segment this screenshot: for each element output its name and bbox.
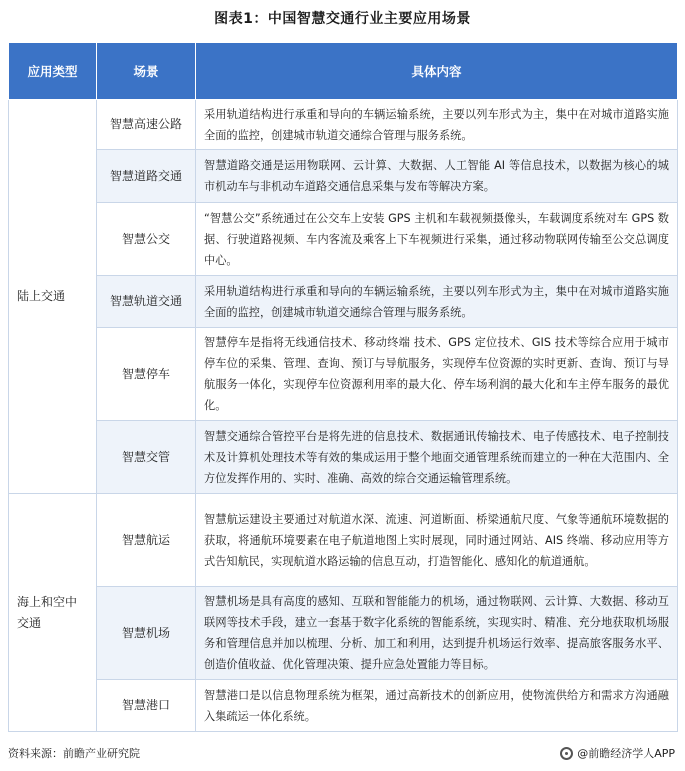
table-row <box>9 680 678 732</box>
table-row <box>9 203 678 276</box>
header-content: 具体内容 <box>196 43 678 100</box>
content-cell: 智慧道路交通是运用物联网、云计算、大数据、人工智能 AI 等信息技术，以数据为核心的城市机动车与非机动车道路交通信息采集与发布等解决方案。 <box>196 150 678 203</box>
application-scenarios-table <box>8 42 678 732</box>
scene-cell: 智慧高速公路 <box>97 100 196 150</box>
table-row <box>9 494 678 587</box>
brand-credit <box>560 745 675 761</box>
content-cell: 智慧航运建设主要通过对航道水深、流速、河道断面、桥梁通航尺度、气象等通航环境数据的获取，将通航环境要素在电子航道地图上实时展现，同时通过网站、AIS 终端、移动应用等方式告知航民，实现航道水路运输的信息互动，打造智能化、感知化的航道通航。 <box>196 494 678 587</box>
scene-cell: 智慧航运 <box>97 494 196 587</box>
header-scene: 场景 <box>97 43 196 100</box>
scene-cell: 智慧公交 <box>97 203 196 276</box>
content-cell: 智慧交通综合管控平台是将先进的信息技术、数据通讯传输技术、电子传感技术、电子控制技术及计算机处理技术等有效的集成运用于整个地面交通管理系统而建立的一种在大范围内、全方位发挥作用的、实时、准确、高效的综合交通运输管理系统。 <box>196 421 678 494</box>
scene-cell: 智慧道路交通 <box>97 150 196 203</box>
category-cell: 海上和空中交通 <box>9 494 97 732</box>
table-row <box>9 421 678 494</box>
scene-cell: 智慧机场 <box>97 587 196 680</box>
content-cell: 智慧停车是指将无线通信技术、移动终端 技术、GPS 定位技术、GIS 技术等综合应用于城市停车位的采集、管理、查询、预订与导航服务，实现停车位资源的实时更新、查询、预订与导航服务一体化，实现停车位资源利用率的最大化、停车场利润的最大化和车主停车服务的最优化。 <box>196 328 678 421</box>
table-row <box>9 328 678 421</box>
content-cell: 智慧机场是具有高度的感知、互联和智能能力的机场，通过物联网、云计算、大数据、移动互联网等技术手段，建立一套基于数字化系统的智能系统，实现实时、精准、充分地获取机场服务和管理信息并加以梳理、分析、加工和利用，达到提升机场运行效率、提高旅客服务水平、创造价值收益、优化管理决策、提升应急处置能力等目标。 <box>196 587 678 680</box>
table-header-row <box>9 43 678 100</box>
table-row <box>9 587 678 680</box>
scene-cell: 智慧停车 <box>97 328 196 421</box>
brand-logo-icon <box>560 747 573 760</box>
table-row <box>9 150 678 203</box>
content-cell: “智慧公交”系统通过在公交车上安装 GPS 主机和车载视频摄像头，车载调度系统对车 GPS 数据、行驶道路视频、车内客流及乘客上下车视频进行采集，通过移动物联网传输至公交总调度中心。 <box>196 203 678 276</box>
figure-title: 图表1：中国智慧交通行业主要应用场景 <box>214 11 471 27</box>
category-cell: 陆上交通 <box>9 100 97 494</box>
content-cell: 采用轨道结构进行承重和导向的车辆运输系统，主要以列车形式为主，集中在对城市道路实施全面的监控，创建城市轨道交通综合管理与服务系统。 <box>196 276 678 328</box>
header-category: 应用类型 <box>9 43 97 100</box>
scene-cell: 智慧港口 <box>97 680 196 732</box>
scene-cell: 智慧轨道交通 <box>97 276 196 328</box>
scene-cell: 智慧交管 <box>97 421 196 494</box>
content-cell: 采用轨道结构进行承重和导向的车辆运输系统，主要以列车形式为主，集中在对城市道路实施全面的监控，创建城市轨道交通综合管理与服务系统。 <box>196 100 678 150</box>
source-note: 资料来源：前瞻产业研究院 <box>8 747 140 760</box>
brand-label: @前瞻经济学人APP <box>577 747 675 760</box>
table-row <box>9 276 678 328</box>
table-row <box>9 100 678 150</box>
content-cell: 智慧港口是以信息物理系统为框架，通过高新技术的创新应用，使物流供给方和需求方沟通融入集疏运一体化系统。 <box>196 680 678 732</box>
